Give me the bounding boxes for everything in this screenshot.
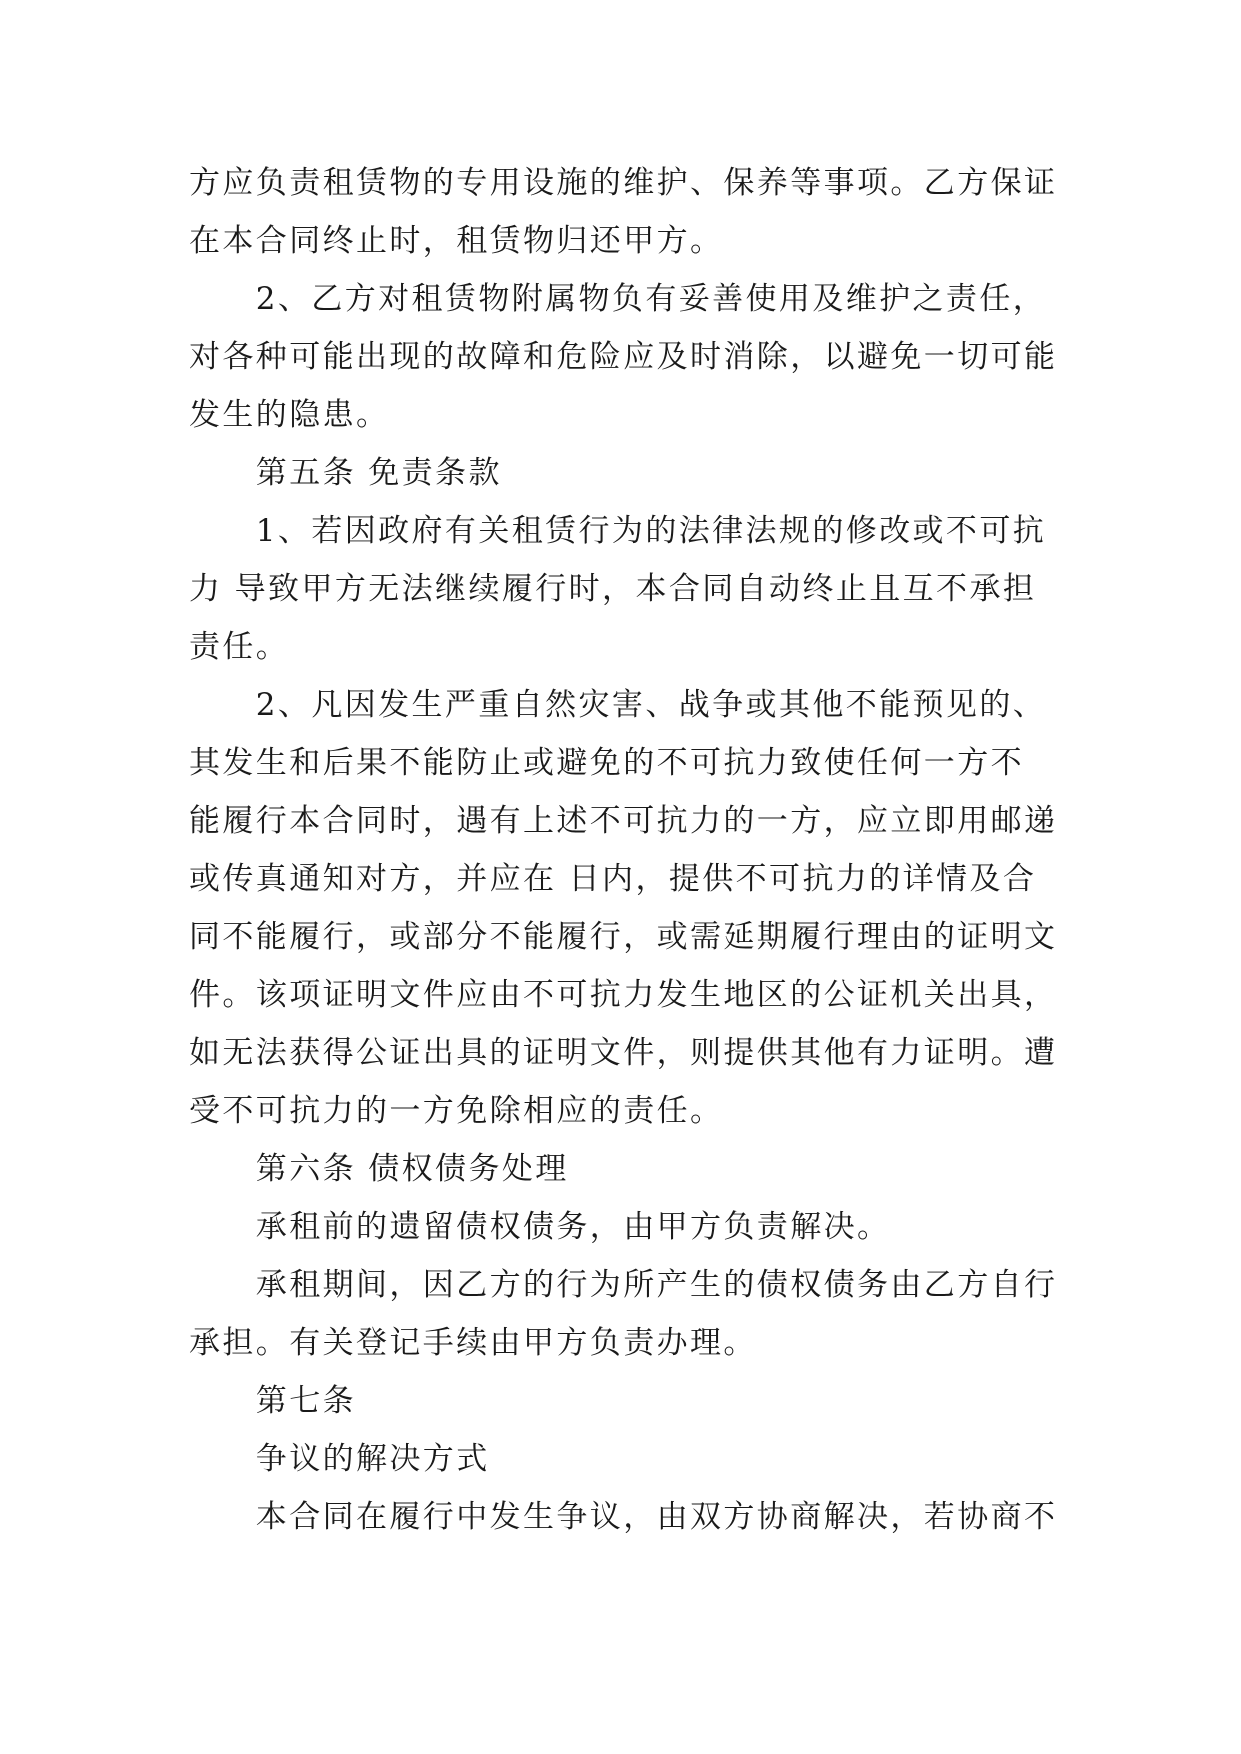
section-heading: 第五条 免责条款 <box>189 455 502 491</box>
text-line: 同不能履行，或部分不能履行，或需延期履行理由的证明文 <box>189 919 1058 955</box>
document-body <box>189 154 1058 1546</box>
text-line: 2、乙方对租赁物附属物负有妥善使用及维护之责任， <box>189 281 1047 317</box>
text-line: 发生的隐患。 <box>189 397 390 433</box>
text-line: 本合同在履行中发生争议，由双方协商解决，若协商不 <box>189 1499 1058 1535</box>
section-heading: 第六条 债权债务处理 <box>189 1151 569 1187</box>
text-line: 件。该项证明文件应由不可抗力发生地区的公证机关出具， <box>189 977 1058 1013</box>
text-line: 力 导致甲方无法继续履行时，本合同自动终止且互不承担 <box>189 571 1037 607</box>
text-line: 在本合同终止时，租赁物归还甲方。 <box>189 223 724 259</box>
section-heading: 第七条 <box>189 1383 356 1419</box>
text-line: 对各种可能出现的故障和危险应及时消除，以避免一切可能 <box>189 339 1058 375</box>
text-line: 或传真通知对方，并应在 日内，提供不可抗力的详情及合 <box>189 861 1037 897</box>
text-line: 如无法获得公证出具的证明文件，则提供其他有力证明。遭 <box>189 1035 1058 1071</box>
text-line: 承担。有关登记手续由甲方负责办理。 <box>189 1325 757 1361</box>
text-line: 2、凡因发生严重自然灾害、战争或其他不能预见的、 <box>189 687 1047 723</box>
text-line: 受不可抗力的一方免除相应的责任。 <box>189 1093 724 1129</box>
text-line: 其发生和后果不能防止或避免的不可抗力致使任何一方不 <box>189 745 1024 781</box>
text-line: 承租期间，因乙方的行为所产生的债权债务由乙方自行 <box>189 1267 1058 1303</box>
text-line: 能履行本合同时，遇有上述不可抗力的一方，应立即用邮递 <box>189 803 1058 839</box>
text-line: 承租前的遗留债权债务，由甲方负责解决。 <box>189 1209 891 1245</box>
text-line: 责任。 <box>189 629 290 665</box>
text-line: 1、若因政府有关租赁行为的法律法规的修改或不可抗 <box>189 513 1047 549</box>
text-line: 方应负责租赁物的专用设施的维护、保养等事项。乙方保证 <box>189 165 1058 201</box>
section-subheading: 争议的解决方式 <box>189 1441 490 1477</box>
